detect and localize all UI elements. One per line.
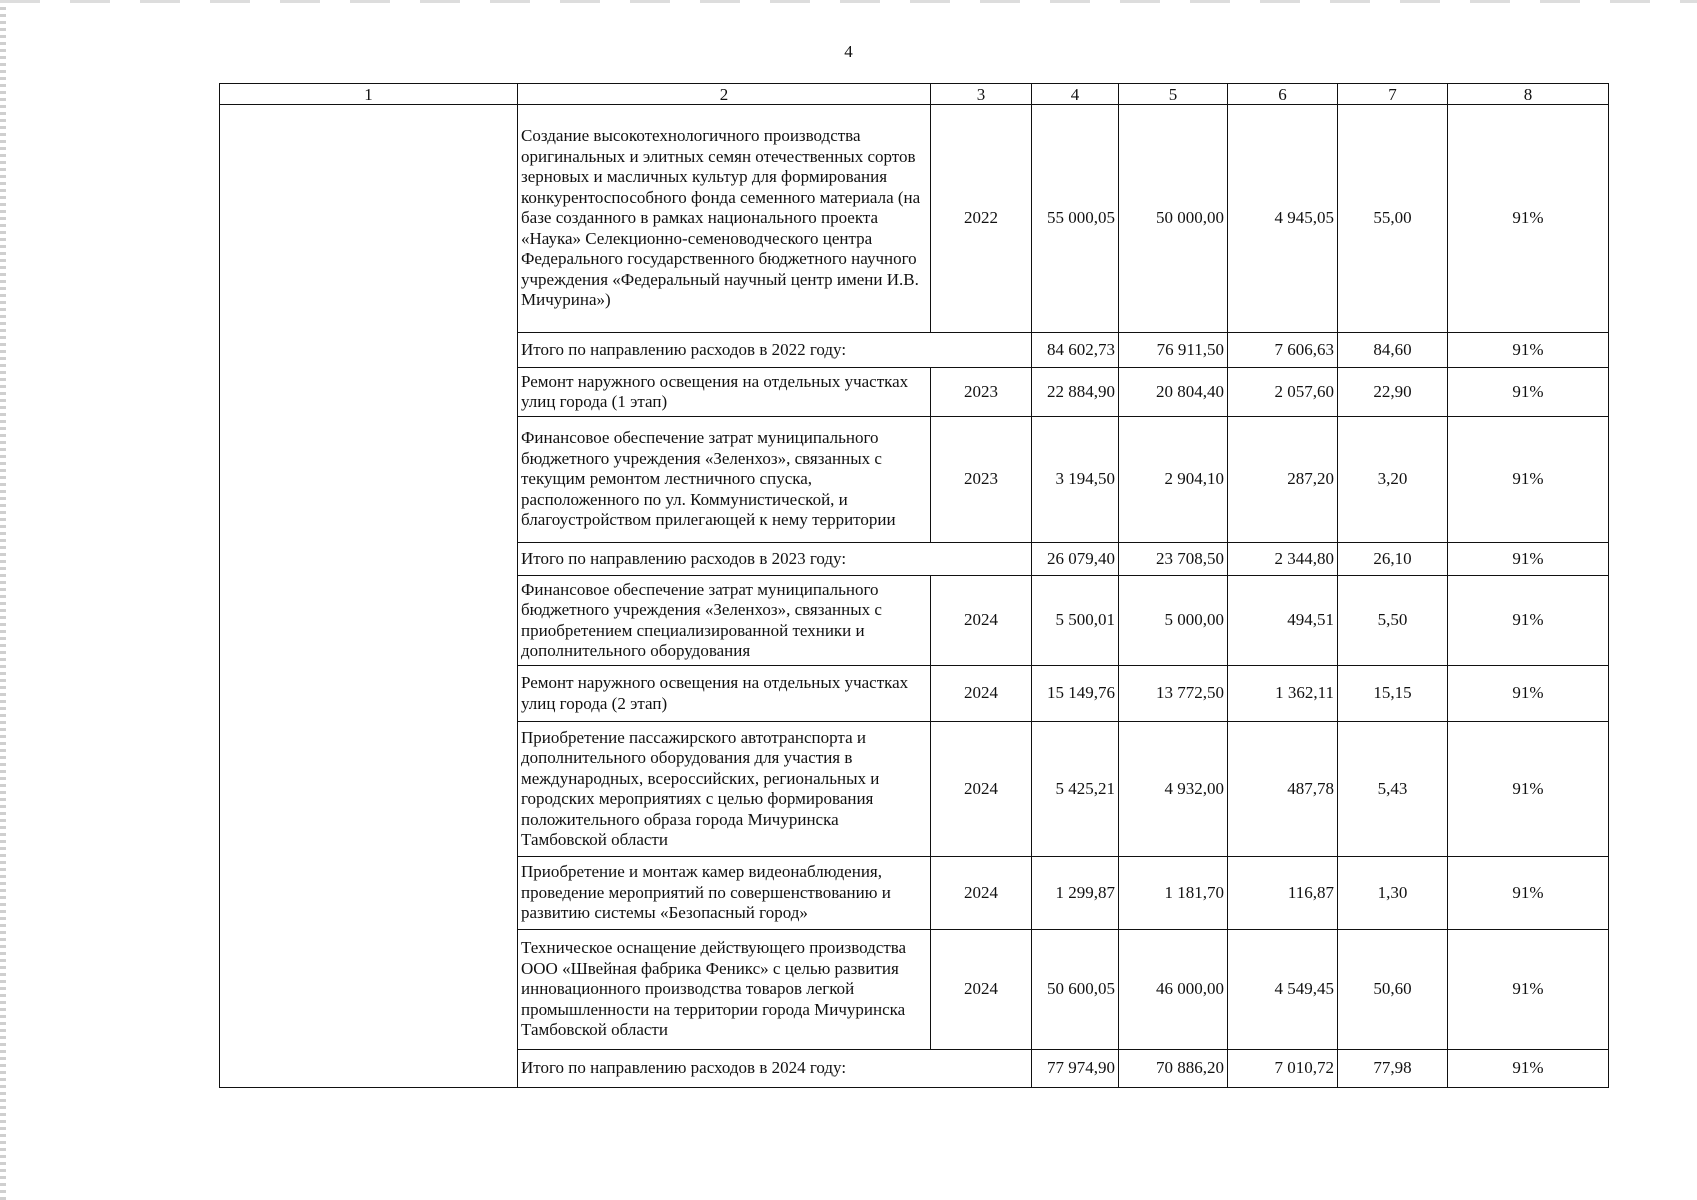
percent-col8: 91% (1448, 722, 1609, 857)
amount-col6: 487,78 (1228, 722, 1338, 857)
amount-col4: 50 600,05 (1032, 930, 1119, 1050)
amount-col5: 1 181,70 (1119, 857, 1228, 930)
column-number: 4 (1032, 84, 1119, 105)
item-description: Ремонт наружного освещения на отдельных участках улиц города (2 этап) (518, 666, 931, 722)
amount-col7: 26,10 (1338, 543, 1448, 576)
amount-col5: 5 000,00 (1119, 576, 1228, 666)
amount-col4: 22 884,90 (1032, 368, 1119, 417)
percent-col8: 91% (1448, 666, 1609, 722)
amount-col7: 1,30 (1338, 857, 1448, 930)
amount-col4: 84 602,73 (1032, 333, 1119, 368)
total-label: Итого по направлению расходов в 2023 году: (518, 543, 1032, 576)
amount-col5: 70 886,20 (1119, 1050, 1228, 1088)
amount-col6: 7 606,63 (1228, 333, 1338, 368)
amount-col7: 55,00 (1338, 105, 1448, 333)
amount-col4: 5 425,21 (1032, 722, 1119, 857)
item-year: 2024 (931, 576, 1032, 666)
amount-col7: 5,43 (1338, 722, 1448, 857)
column-number: 2 (518, 84, 931, 105)
item-year: 2022 (931, 105, 1032, 333)
column-number: 5 (1119, 84, 1228, 105)
amount-col4: 55 000,05 (1032, 105, 1119, 333)
page-number: 4 (844, 42, 853, 61)
percent-col8: 91% (1448, 333, 1609, 368)
percent-col8: 91% (1448, 857, 1609, 930)
column-number: 3 (931, 84, 1032, 105)
amount-col6: 494,51 (1228, 576, 1338, 666)
column-1-empty-cell (220, 105, 518, 1088)
percent-col8: 91% (1448, 417, 1609, 543)
column-number: 7 (1338, 84, 1448, 105)
percent-col8: 91% (1448, 576, 1609, 666)
amount-col6: 4 549,45 (1228, 930, 1338, 1050)
column-number-row (220, 84, 1609, 105)
item-year: 2024 (931, 930, 1032, 1050)
total-label: Итого по направлению расходов в 2022 году: (518, 333, 1032, 368)
item-year: 2023 (931, 368, 1032, 417)
amount-col7: 5,50 (1338, 576, 1448, 666)
item-description: Создание высокотехнологичного производства оригинальных и элитных семян отечественных сортов зерновых и масличных культур для формирования конкурентоспособного фонда семенного материала (на базе созданного в рамках национального проекта «Наука» Селекционно-семеноводческого центра Федерального государственного бюджетного научного учреждения «Федеральный научный центр имени И.В. Мичурина») (518, 105, 931, 333)
amount-col7: 50,60 (1338, 930, 1448, 1050)
amount-col6: 7 010,72 (1228, 1050, 1338, 1088)
amount-col5: 23 708,50 (1119, 543, 1228, 576)
amount-col6: 287,20 (1228, 417, 1338, 543)
item-description: Финансовое обеспечение затрат муниципального бюджетного учреждения «Зеленхоз», связанных с приобретением специализированной техники и дополнительного оборудования (518, 576, 931, 666)
amount-col7: 77,98 (1338, 1050, 1448, 1088)
total-label: Итого по направлению расходов в 2024 году: (518, 1050, 1032, 1088)
amount-col4: 5 500,01 (1032, 576, 1119, 666)
amount-col5: 46 000,00 (1119, 930, 1228, 1050)
column-number: 1 (220, 84, 518, 105)
amount-col6: 1 362,11 (1228, 666, 1338, 722)
amount-col7: 15,15 (1338, 666, 1448, 722)
percent-col8: 91% (1448, 543, 1609, 576)
amount-col6: 4 945,05 (1228, 105, 1338, 333)
item-description: Приобретение пассажирского автотранспорта и дополнительного оборудования для участия в международных, всероссийских, региональных и городских мероприятиях с целью формирования положительного образа города Мичуринска Тамбовской области (518, 722, 931, 857)
item-year: 2024 (931, 857, 1032, 930)
expenditure-table (219, 83, 1609, 1088)
amount-col6: 116,87 (1228, 857, 1338, 930)
column-number: 8 (1448, 84, 1609, 105)
item-description: Приобретение и монтаж камер видеонаблюдения, проведение мероприятий по совершенствованию и развитию системы «Безопасный город» (518, 857, 931, 930)
item-description: Техническое оснащение действующего производства ООО «Швейная фабрика Феникс» с целью развития инновационного производства товаров легкой промышленности на территории города Мичуринска Тамбовской области (518, 930, 931, 1050)
amount-col4: 3 194,50 (1032, 417, 1119, 543)
scan-edge-artifact (0, 0, 6, 1200)
scan-top-artifact (0, 0, 1697, 3)
amount-col5: 20 804,40 (1119, 368, 1228, 417)
percent-col8: 91% (1448, 1050, 1609, 1088)
amount-col7: 22,90 (1338, 368, 1448, 417)
amount-col6: 2 344,80 (1228, 543, 1338, 576)
amount-col5: 4 932,00 (1119, 722, 1228, 857)
table-row (220, 105, 1609, 333)
item-year: 2023 (931, 417, 1032, 543)
item-description: Ремонт наружного освещения на отдельных участках улиц города (1 этап) (518, 368, 931, 417)
amount-col5: 76 911,50 (1119, 333, 1228, 368)
amount-col5: 50 000,00 (1119, 105, 1228, 333)
amount-col7: 3,20 (1338, 417, 1448, 543)
amount-col4: 26 079,40 (1032, 543, 1119, 576)
amount-col6: 2 057,60 (1228, 368, 1338, 417)
amount-col5: 2 904,10 (1119, 417, 1228, 543)
amount-col7: 84,60 (1338, 333, 1448, 368)
percent-col8: 91% (1448, 105, 1609, 333)
percent-col8: 91% (1448, 368, 1609, 417)
amount-col4: 15 149,76 (1032, 666, 1119, 722)
column-number: 6 (1228, 84, 1338, 105)
item-year: 2024 (931, 666, 1032, 722)
item-description: Финансовое обеспечение затрат муниципального бюджетного учреждения «Зеленхоз», связанных с текущим ремонтом лестничного спуска, расположенного по ул. Коммунистической, и благоустройством прилегающей к нему территории (518, 417, 931, 543)
amount-col4: 1 299,87 (1032, 857, 1119, 930)
item-year: 2024 (931, 722, 1032, 857)
amount-col5: 13 772,50 (1119, 666, 1228, 722)
amount-col4: 77 974,90 (1032, 1050, 1119, 1088)
percent-col8: 91% (1448, 930, 1609, 1050)
